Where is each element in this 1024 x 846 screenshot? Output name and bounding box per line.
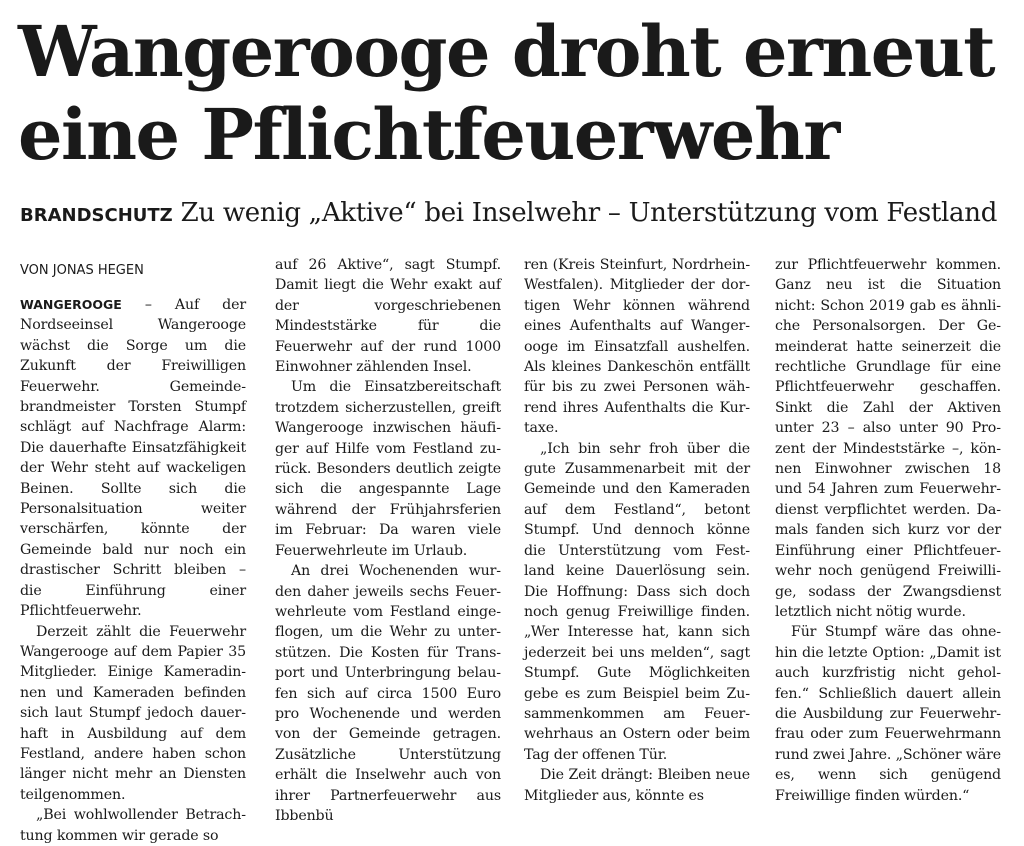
paragraph: „Ich bin sehr froh über die gute Zusammenarbeit mit der Gemeinde und den Kameraden auf dem Festland“, betont Stumpf. Und dennoch könne die Unterstützung vom Festland keine Dauerlösung sein. Die Hoffnung: Dass sich doch noch genug Freiwillige finden. „Wer Interesse hat, kann sich jederzeit bei uns melden“, sagt Stumpf. Gute Möglichkeiten gebe es zum Beispiel beim Zusammenkommen am Feuerwehrhaus an Ostern oder beim Tag der offenen Tür. <box>524 440 750 763</box>
paragraph: ren (Kreis Steinfurt, Nordrhein-Westfalen). Mitglieder der dortigen Wehr können während eines Aufenthalts auf Wangerooge im Einsatzfall aushelfen. Als kleines Dankeschön entfällt für bis zu zwei Personen während ihres Aufenthalts die Kurtaxe. <box>524 257 750 437</box>
paragraph: „Bei wohlwollender Betrachtung kommen wir gerade so <box>20 807 246 844</box>
paragraph-text: – Auf der Nordseeinsel Wangerooge wächst die Sorge um die Zukunft der Freiwilligen Feuerwehr. Gemeindebrandmeister Torsten Stumpf schlägt auf Nachfrage Alarm: Die dauerhafte Einsatzfähigkeit der Wehr steht auf wackeligen Beinen. Sollte sich die Personalsituation weiter verschärfen, könnte der Gemeinde bald nur noch ein drastischer Schritt bleiben – die Einführung einer Pflichtfeuerwehr. <box>20 297 246 620</box>
kicker-label: BRANDSCHUTZ <box>20 205 173 226</box>
paragraph: An drei Wochenenden wurden daher jeweils sechs Feuerwehrleute vom Festland eingeflogen, um die Wehr zu unterstützen. Die Kosten für Transport und Unterbringung belaufen sich auf circa 1500 Euro pro Wochenende und werden von der Gemeinde getragen. Zusätzliche Unterstützung erhält die Inselwehr auch von ihrer Partnerfeuerwehr aus Ibbenbü <box>275 563 501 824</box>
paragraph: Um die Einsatzbereitschaft trotzdem sicherzustellen, greift Wangerooge inzwischen häufiger auf Hilfe vom Festland zurück. Besonders deutlich zeigte sich die angespannte Lage während der Frühjahrsferien im Februar: Da waren viele Feuerwehrleute im Urlaub. <box>275 379 501 559</box>
paragraph: auf 26 Aktive“, sagt Stumpf. Damit liegt die Wehr exakt auf der vorgeschriebenen Mindeststärke für die Feuerwehr auf der rund 1000 Einwohner zählenden Insel. <box>275 257 501 376</box>
text-column-2 <box>275 255 501 826</box>
paragraph: Derzeit zählt die Feuerwehr Wangerooge auf dem Papier 35 Mitglieder. Einige Kameradinnen und Kameraden befinden sich laut Stumpf jedoch dauerhaft in Ausbildung auf dem Festland, andere haben schon länger nicht mehr an Diensten teilgenommen. <box>20 623 246 803</box>
headline: Wangerooge droht erneut eine Pflichtfeuerwehr <box>18 10 995 176</box>
byline: VON JONAS HEGEN <box>20 263 144 278</box>
paragraph <box>20 295 246 622</box>
dateline: WANGEROOGE <box>20 297 122 312</box>
paragraph: Für Stumpf wäre das ohnehin die letzte Option: „Damit ist auch kurzfristig nicht geholfen.“ Schließlich dauert allein die Ausbildung zur Feuerwehrfrau oder zum Feuerwehrmann rund zwei Jahre. „Schöner wäre es, wenn sich genügend Freiwillige finden würden.“ <box>775 624 1001 804</box>
text-column-4 <box>775 255 1001 806</box>
text-column-3 <box>524 255 750 806</box>
paragraph: Die Zeit drängt: Bleiben neue Mitglieder aus, könnte es <box>524 767 750 804</box>
subheadline-text: Zu wenig „Aktive“ bei Inselwehr – Unterstützung vom Festland <box>180 198 998 228</box>
subheadline <box>20 196 1020 233</box>
paragraph: zur Pflichtfeuerwehr kommen. Ganz neu ist die Situation nicht: Schon 2019 gab es ähnliche Personalsorgen. Der Gemeinderat hatte seinerzeit die rechtliche Grundlage für eine Pflichtfeuerwehr geschaffen. Sinkt die Zahl der Aktiven unter 23 – also unter 90 Prozent der Mindeststärke –, können Einwohner zwischen 18 und 54 Jahren zum Feuerwehrdienst verpflichtet werden. Damals fanden sich kurz vor der Einführung einer Pflichtfeuerwehr noch genügend Freiwillige, sodass der Zwangsdienst letztlich nicht nötig wurde. <box>775 257 1001 620</box>
text-column-1 <box>20 295 246 846</box>
